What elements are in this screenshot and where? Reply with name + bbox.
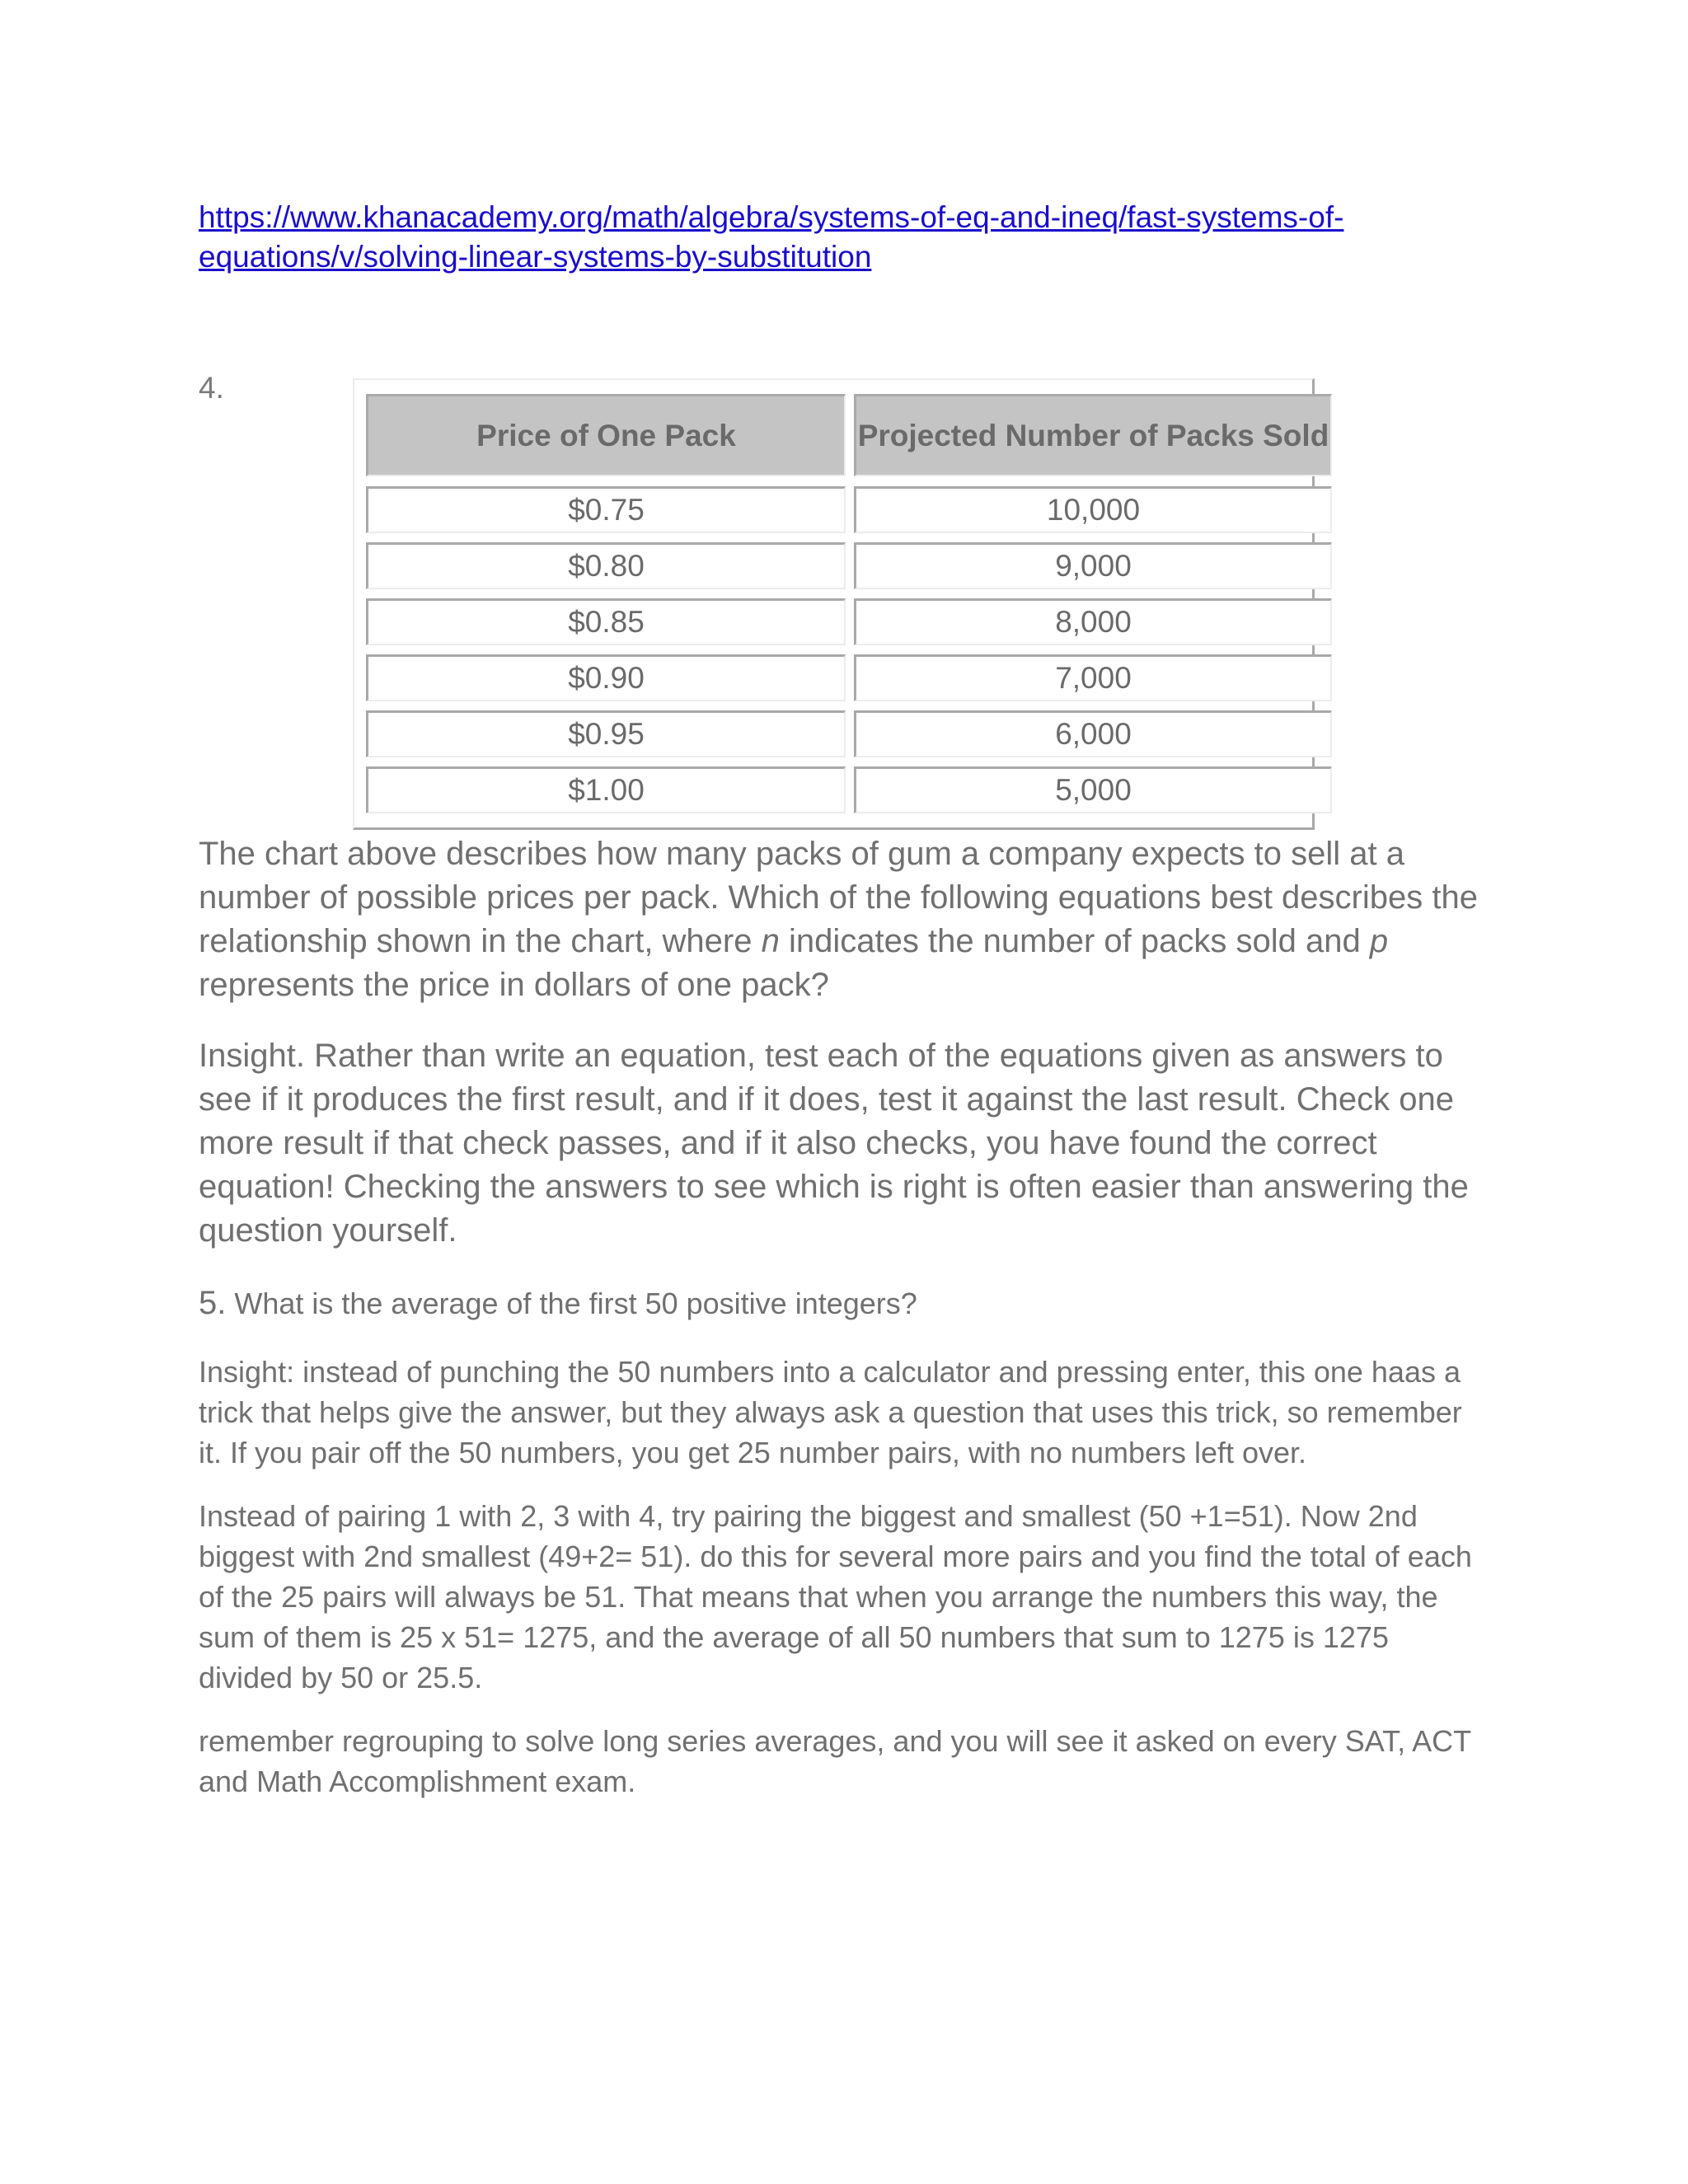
table-cell-price: $0.95 xyxy=(366,710,846,757)
table-row xyxy=(354,654,1312,705)
table-cell-packs: 6,000 xyxy=(854,710,1332,757)
table-cell-price: $0.75 xyxy=(366,486,846,533)
table-cell-packs: 9,000 xyxy=(854,542,1332,589)
table-cell-packs: 10,000 xyxy=(854,486,1332,533)
question-4-insight: Insight. Rather than write an equation, test each of the equations given as answers to see if it produces the first result, and if it does, test it against the last result. Check one more result if that check passes, and if it also checks, you have found the correct equation! Checking the answers to see which is right is often easier than answering the question yourself. xyxy=(199,1038,1469,1249)
table-cell-price: $0.80 xyxy=(366,542,846,589)
question-4-text-part1: The chart above describes how many packs of gum a company expects to sell at a number of possible prices per pack. Which of the following equations best describes the relationship shown in the chart, where xyxy=(199,836,1478,959)
table-cell-price: $0.90 xyxy=(366,654,846,701)
table-cell-price: $1.00 xyxy=(366,766,846,813)
question-5-question: What is the average of the first 50 positive integers? xyxy=(226,1286,917,1320)
table-cell-packs: 7,000 xyxy=(854,654,1332,701)
table-row xyxy=(354,486,1312,537)
question-5-insight-3: remember regrouping to solve long series averages, and you will see it asked on every SAT, ACT and Math Accomplishment exam. xyxy=(199,1724,1471,1798)
table-cell-price: $0.85 xyxy=(366,598,846,645)
table-row xyxy=(354,710,1312,762)
table-header-packs: Projected Number of Packs Sold xyxy=(854,394,1332,476)
table-header-price: Price of One Pack xyxy=(366,394,846,476)
question-5-insight-2: Instead of pairing 1 with 2, 3 with 4, try pairing the biggest and smallest (50 +1=51). Now 2nd biggest with 2nd smallest (49+2= 51). do this for several more pairs and you find the total of each of the 25 pairs will always be 51. That means that when you arrange the numbers this way, the sum of them is 25 x 51= 1275, and the average of all 50 numbers that sum to 1275 is 1275 divided by 50 or 25.5. xyxy=(199,1499,1472,1694)
table-cell-packs: 8,000 xyxy=(854,598,1332,645)
table-cell-packs: 5,000 xyxy=(854,766,1332,813)
variable-n: n xyxy=(761,923,780,959)
question-5-number: 5. xyxy=(199,1285,227,1321)
table-row xyxy=(354,542,1312,593)
variable-p: p xyxy=(1369,923,1389,959)
price-packs-table xyxy=(353,378,1329,830)
question-5-text xyxy=(199,1283,1484,1324)
question-4-text-part3: represents the price in dollars of one pack? xyxy=(199,967,829,1003)
question-4-text xyxy=(199,832,1484,1007)
table-row xyxy=(354,598,1312,649)
question-5-insight-1: Insight: instead of punching the 50 numbers into a calculator and pressing enter, this one haas a trick that helps give the answer, but they always ask a question that uses this trick, so remember it. If you pair off the 50 numbers, you get 25 number pairs, with no numbers left over. xyxy=(199,1355,1462,1469)
link-line-1: https://www.khanacademy.org/math/algebra/systems-of-eq-and-ineq/fast-systems-of- xyxy=(199,200,1344,234)
khan-academy-link[interactable] xyxy=(199,198,1600,277)
table-row xyxy=(354,766,1312,818)
question-4-text-part2: indicates the number of packs sold and xyxy=(779,923,1370,959)
question-4-number: 4. xyxy=(199,371,224,405)
link-line-2: equations/v/solving-linear-systems-by-substitution xyxy=(199,240,872,274)
